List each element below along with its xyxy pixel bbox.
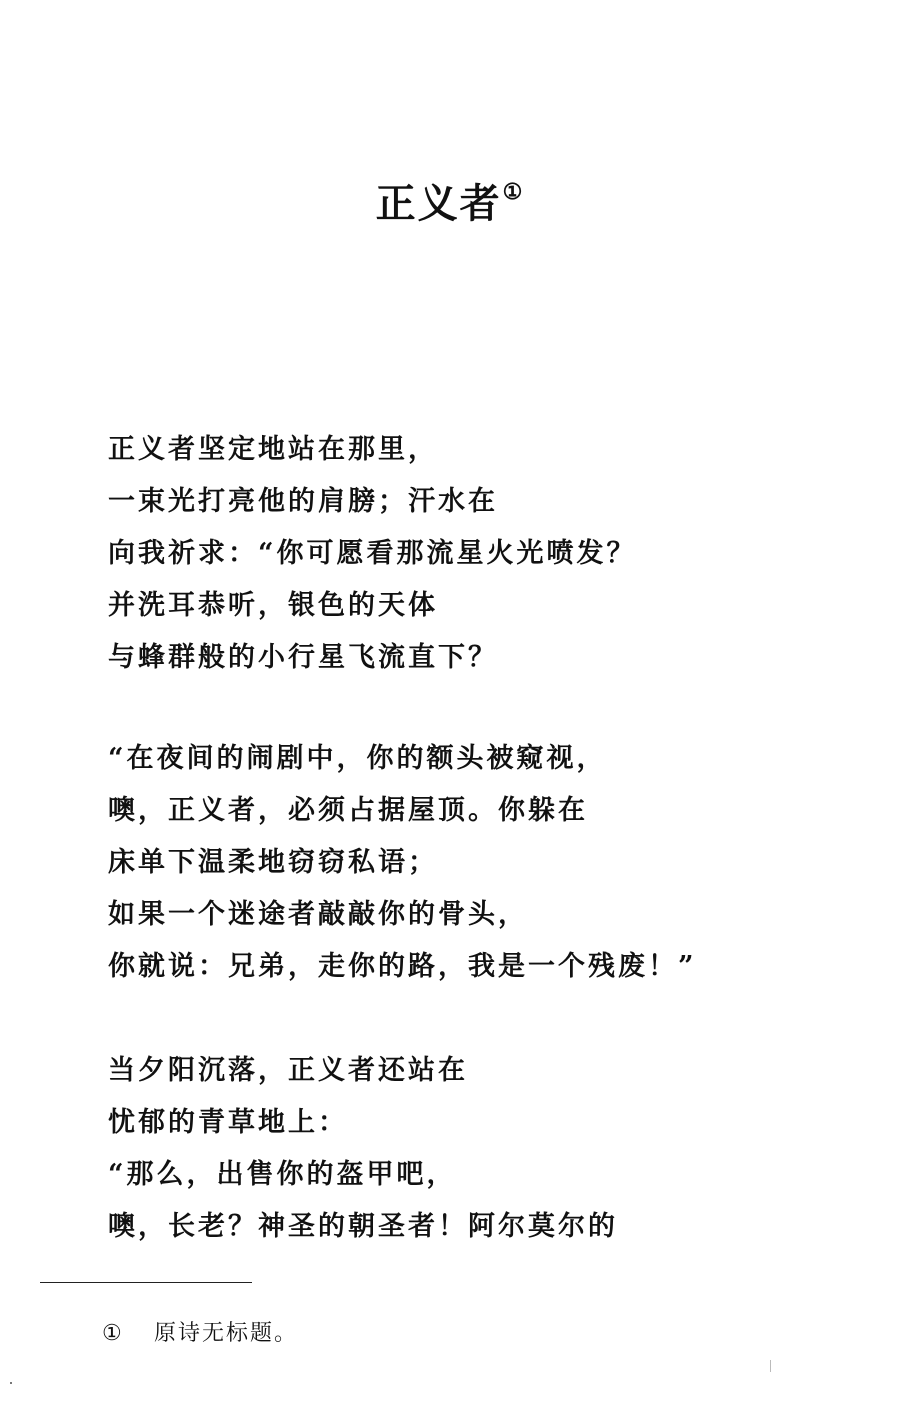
footnote-text: 原诗无标题。 — [154, 1321, 299, 1346]
poem-line: 床单下温柔地窃窃私语； — [108, 847, 438, 878]
poem-line: 一束光打亮他的肩膀；汗水在 — [108, 486, 498, 517]
footnote — [102, 1316, 298, 1347]
poem-line: 噢，正义者，必须占据屋顶。你躲在 — [108, 795, 588, 826]
poem-line: 噢，长老？神圣的朝圣者！阿尔莫尔的 — [108, 1211, 618, 1242]
poem-line: “在夜间的闹剧中，你的额头被窥视， — [108, 743, 607, 774]
scan-speck — [770, 1360, 771, 1372]
scan-speck — [10, 1382, 12, 1384]
poem-title — [0, 172, 900, 229]
footnote-mark: ① — [102, 1321, 124, 1346]
stanza-1 — [108, 424, 808, 684]
poem-title-text: 正义者 — [375, 180, 502, 227]
poem-line: 正义者坚定地站在那里， — [108, 434, 438, 465]
poem-line: 如果一个迷途者敲敲你的骨头， — [108, 899, 528, 930]
poem-line: “那么，出售你的盔甲吧， — [108, 1159, 457, 1190]
poem-line: 你就说：兄弟，走你的路，我是一个残废！” — [108, 951, 697, 982]
stanza-3 — [108, 1045, 808, 1253]
footnote-divider — [40, 1282, 252, 1283]
poem-line: 忧郁的青草地上： — [108, 1107, 348, 1138]
poem-line: 向我祈求：“你可愿看那流星火光喷发？ — [108, 538, 637, 569]
poem-line: 当夕阳沉落，正义者还站在 — [108, 1055, 468, 1086]
footnote-reference: ① — [502, 179, 525, 205]
poem-line: 与蜂群般的小行星飞流直下？ — [108, 642, 498, 673]
stanza-2 — [108, 733, 808, 993]
poem-line: 并洗耳恭听，银色的天体 — [108, 590, 438, 621]
